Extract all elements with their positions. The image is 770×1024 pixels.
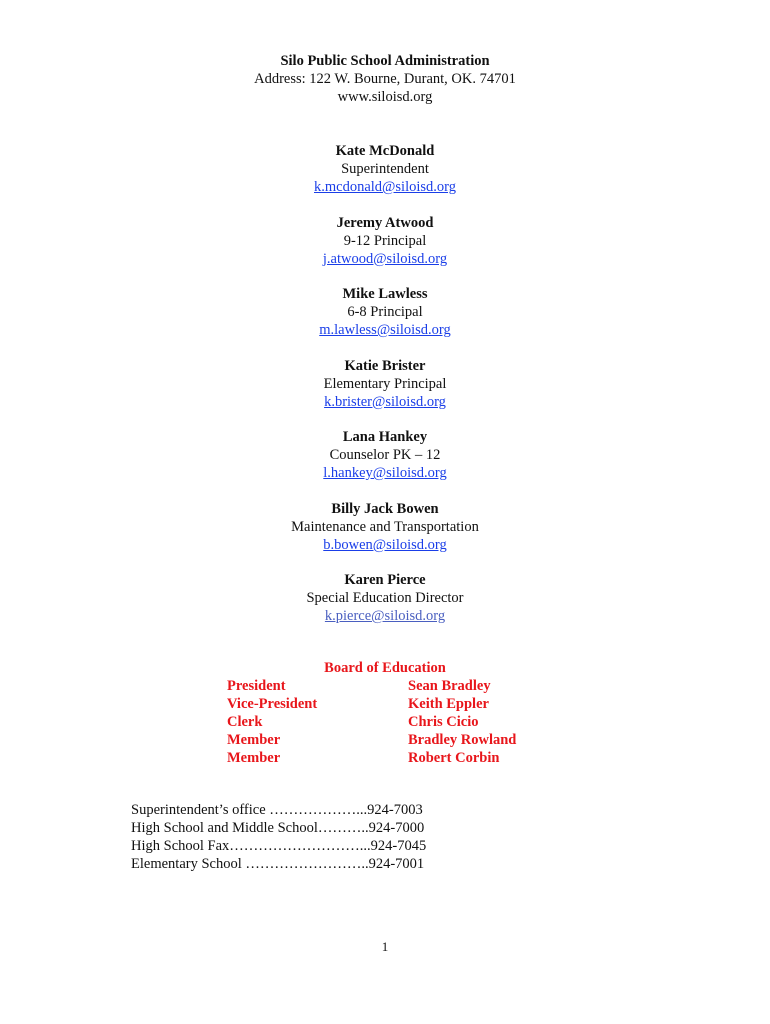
staff-name: Billy Jack Bowen (331, 500, 439, 517)
staff-name: Jeremy Atwood (336, 214, 434, 231)
staff-entry (0, 285, 770, 339)
staff-role: 6-8 Principal (347, 304, 423, 320)
board-title: Board of Education (324, 660, 446, 676)
staff-entry (0, 357, 770, 411)
staff-email-link[interactable]: k.mcdonald@siloisd.org (314, 179, 456, 195)
staff-list (0, 142, 770, 643)
board-role: Member (227, 750, 281, 766)
staff-entry (0, 142, 770, 196)
school-header (0, 52, 770, 106)
staff-role: Superintendent (341, 161, 429, 177)
board-role: Clerk (227, 714, 263, 730)
staff-entry (0, 500, 770, 554)
staff-email-link[interactable]: j.atwood@siloisd.org (322, 250, 448, 267)
staff-role: Maintenance and Transportation (291, 518, 479, 535)
board-role: President (227, 678, 286, 694)
phone-line: High School and Middle School………..924-7000 (131, 820, 425, 836)
phone-directory (131, 801, 426, 873)
board-row (0, 749, 770, 767)
staff-name: Karen Pierce (344, 572, 426, 588)
staff-email-link[interactable]: k.pierce@siloisd.org (324, 608, 446, 624)
board-member-name: Chris Cicio (408, 714, 479, 730)
staff-entry (0, 571, 770, 625)
staff-name: Kate McDonald (335, 143, 435, 159)
staff-email-link[interactable]: b.bowen@siloisd.org (323, 536, 447, 553)
board-member-name: Keith Eppler (408, 696, 489, 712)
phone-line: Elementary School ……………………..924-7001 (131, 856, 425, 872)
board-row (0, 695, 770, 713)
staff-entry (0, 428, 770, 482)
staff-role: 9-12 Principal (343, 232, 427, 249)
board-row (0, 677, 770, 695)
page-number: 1 (381, 939, 389, 954)
staff-name: Lana Hankey (342, 429, 428, 445)
board-member-name: Bradley Rowland (408, 732, 517, 748)
staff-entry (0, 214, 770, 268)
school-title: Silo Public School Administration (280, 53, 490, 69)
staff-role: Counselor PK – 12 (329, 447, 441, 463)
staff-email-link[interactable]: m.lawless@siloisd.org (319, 322, 451, 338)
staff-role: Special Education Director (306, 590, 464, 606)
staff-role: Elementary Principal (323, 375, 447, 392)
board-member-name: Robert Corbin (408, 750, 500, 766)
staff-email-link[interactable]: k.brister@siloisd.org (324, 393, 446, 410)
board-of-education (0, 659, 770, 767)
board-member-name: Sean Bradley (408, 678, 491, 694)
phone-line: Superintendent’s office ………………...924-7003 (131, 802, 423, 818)
phone-line: High School Fax………………………...924-7045 (131, 838, 427, 854)
staff-name: Katie Brister (344, 357, 426, 374)
school-website: www.siloisd.org (337, 89, 433, 105)
board-row (0, 713, 770, 731)
staff-email-link[interactable]: l.hankey@siloisd.org (323, 465, 447, 481)
staff-name: Mike Lawless (342, 286, 428, 302)
board-role: Vice-President (227, 696, 318, 712)
board-role: Member (227, 732, 281, 748)
school-address: Address: 122 W. Bourne, Durant, OK. 74701 (254, 71, 516, 87)
board-row (0, 731, 770, 749)
